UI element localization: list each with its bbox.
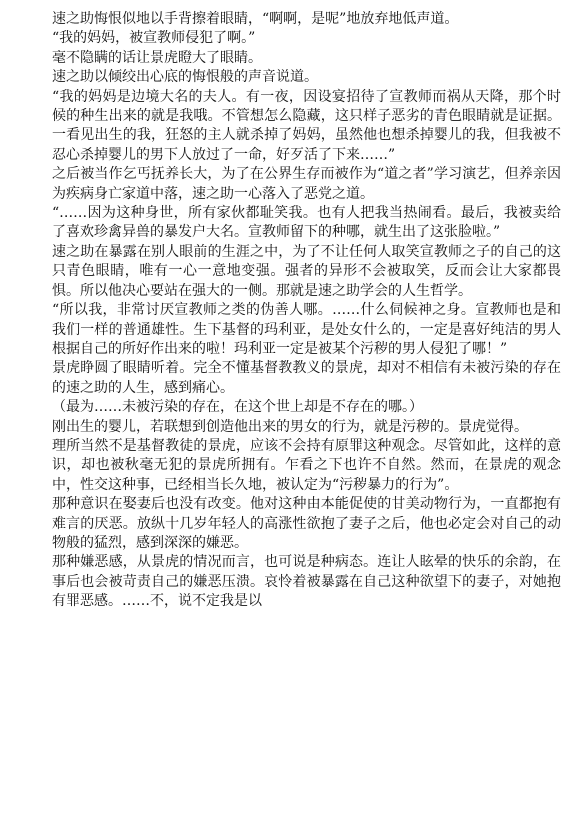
paragraph: 速之助悔恨似地以手背擦着眼睛，“啊啊，是呢”地放弃地低声道。: [52, 11, 459, 27]
paragraph: 速之助在暴露在别人眼前的生涯之中，为了不让任何人取笑宣教师之子的自己的这只青色眼睛，唯有一心一意地变强。强者的异形不会被取笑，反而会让大家都畏惧。所以他决心要站在强大的一侧。那就是速之助学会的人生哲学。: [52, 243, 561, 299]
paragraph: 那种嫌恶感，从景虎的情况而言，也可说是种病态。连让人眩晕的快乐的余韵，在事后也会被苛责自己的嫌恶压溃。哀怜着被暴露在自己这种欲望下的妻子，对她抱有罪恶感。……不，说不定我是以: [52, 554, 561, 610]
paragraph: “……因为这种身世，所有家伙都耻笑我。也有人把我当热闹看。最后，我被卖给了喜欢珍禽异兽的暴发户大名。宣教师留下的种哪，就生出了这张脸啦。”: [52, 205, 561, 241]
paragraph: 刚出生的婴儿，若联想到创造他出来的男女的行为，就是污秽的。景虎觉得。: [52, 418, 528, 435]
paragraph: 速之助以倾绞出心底的悔恨般的声音说道。: [52, 69, 318, 86]
paragraph: 景虎睁圆了眼睛听着。完全不懂基督教教义的景虎，却对不相信有未被污染的存在的速之助的人生，感到痛心。: [52, 360, 561, 396]
paragraph: “我的妈妈，被宣教师侵犯了啊。”: [52, 30, 256, 47]
paragraph: “所以我，非常讨厌宣教师之类的伪善人哪。……什么伺候神之身。宣教师也是和我们一样的普通雄性。生下基督的玛利亚，是处女什么的，一定是喜好纯洁的男人根据自己的所好作出来的啦！玛利亚一定是被某个污秽的男人侵犯了哪！”: [52, 302, 561, 357]
paragraph: 理所当然不是基督教徒的景虎，应该不会持有原罪这种观念。尽管如此，这样的意识，却也被秋毫无犯的景虎所拥有。乍看之下也许不自然。然而，在景虎的观念中，性交这种事，已经相当长久地，被认定为“污秽暴力的行为”。: [52, 437, 561, 493]
paragraph: 那种意识在娶妻后也没有改变。他对这种由本能促使的甘美动物行为，一直都抱有难言的厌恶。放纵十几岁年轻人的高涨性欲抱了妻子之后，他也必定会对自己的动物般的猛烈，感到深深的嫌恶。: [52, 496, 561, 551]
paragraph: 毫不隐瞒的话让景虎瞪大了眼睛。: [52, 49, 262, 66]
paragraph: 之后被当作乞丐抚养长大，为了在公界生存而被作为“道之者”学习演艺，但养亲因为疾病身亡家道中落，速之助一心落入了恶党之道。: [52, 166, 561, 202]
paragraph: “我的妈妈是边境大名的夫人。有一夜，因设宴招待了宣教师而祸从天降，那个时候的种生出来的就是我哦。不管想怎么隐藏，这只样子恶劣的青色眼睛就是证据。一看见出生的我，狂怒的主人就杀掉了妈妈，虽然他也想杀掉婴儿的我，但我被不忍心杀掉婴儿的男下人放过了一命，好歹活了下来……”: [52, 88, 561, 163]
paragraph: （最为……未被污染的存在，在这个世上却是不存在的哪。）: [52, 399, 423, 416]
